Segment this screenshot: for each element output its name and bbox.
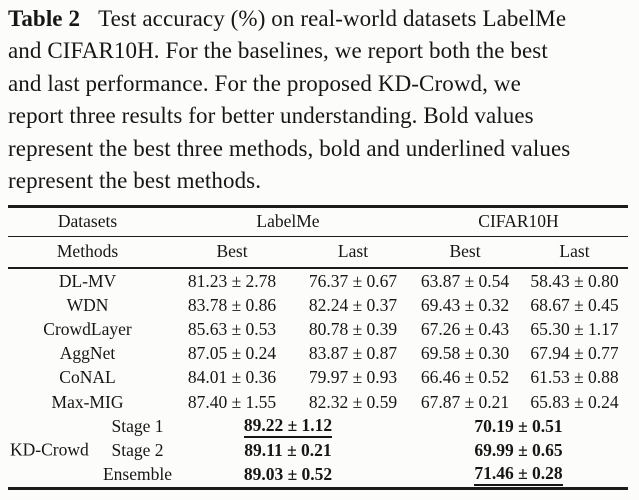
labelme-header: LabelMe [256, 211, 320, 232]
results-table [8, 205, 628, 490]
value-cell: 87.05 ± 0.24 [187, 343, 277, 364]
kd-crowd-block [8, 414, 628, 487]
table-row [8, 293, 628, 317]
kd-crowd-group-label: KD-Crowd [10, 439, 89, 460]
method-name: Max-MIG [51, 391, 124, 412]
method-name: DL-MV [58, 270, 117, 291]
value-cell: 84.01 ± 0.36 [187, 367, 277, 388]
cifar10h-best-header: Best [449, 241, 481, 262]
labelme-best-header: Best [216, 241, 248, 262]
dataset-header-row [8, 208, 628, 236]
table-row-stage2 [8, 438, 628, 462]
value-cell: 83.78 ± 0.86 [187, 294, 277, 315]
value-cell: 87.40 ± 1.55 [187, 391, 277, 412]
value-cell: 68.67 ± 0.45 [530, 294, 619, 315]
caption-line [8, 3, 636, 35]
value-cell: 82.24 ± 0.37 [308, 294, 398, 315]
stage-label: Ensemble [102, 464, 172, 485]
value-cell: 69.58 ± 0.30 [420, 343, 510, 364]
value-cell: 66.46 ± 0.52 [420, 367, 510, 388]
value-cell: 69.43 ± 0.32 [420, 294, 510, 315]
value-cell: 67.26 ± 0.43 [420, 318, 510, 339]
table-row-stage1 [8, 414, 628, 438]
table-bottom-rule [8, 487, 628, 490]
cifar10h-header: CIFAR10H [478, 211, 559, 232]
method-name: CrowdLayer [43, 318, 132, 339]
value-cell: 80.78 ± 0.39 [308, 318, 398, 339]
value-cell: 61.53 ± 0.88 [530, 367, 619, 388]
labelme-last-header: Last [337, 241, 369, 262]
table-row [8, 366, 628, 390]
caption-line: and last performance. For the proposed KD-Crowd, we [8, 70, 521, 96]
underlined-value: 71.46 ± 0.28 [474, 463, 562, 486]
method-name: WDN [66, 294, 109, 315]
value-cell: 79.97 ± 0.93 [308, 367, 398, 388]
value-cell-best-overall [409, 463, 628, 486]
table-number-label: Table 2 [8, 6, 81, 31]
caption-line: and CIFAR10H. For the baselines, we report both the best [8, 38, 548, 64]
value-cell: 76.37 ± 0.67 [308, 270, 398, 291]
value-cell: 65.83 ± 0.24 [530, 391, 619, 412]
value-cell: 67.87 ± 0.21 [420, 391, 510, 412]
caption-text: Test accuracy (%) on real-world datasets LabelMe [98, 6, 567, 31]
value-cell: 82.32 ± 0.59 [308, 391, 398, 412]
stage-label: Stage 1 [111, 415, 164, 436]
value-cell: 69.99 ± 0.65 [474, 439, 563, 460]
underlined-value: 89.22 ± 1.12 [244, 415, 332, 438]
table-row [8, 269, 628, 293]
caption-line: report three results for better understanding. Bold values [8, 103, 534, 129]
table-row [8, 342, 628, 366]
cifar10h-last-header: Last [559, 241, 590, 262]
value-cell: 83.87 ± 0.87 [308, 343, 398, 364]
methods-header-row [8, 237, 628, 267]
method-name: CoNAL [59, 367, 116, 388]
value-cell: 81.23 ± 2.78 [187, 270, 277, 291]
value-cell: 63.87 ± 0.54 [420, 270, 510, 291]
caption-line: represent the best three methods, bold and underlined values [8, 135, 571, 161]
stage-label: Stage 2 [111, 439, 164, 460]
value-cell: 58.43 ± 0.80 [530, 270, 619, 291]
methods-header: Methods [56, 241, 119, 262]
table-row-ensemble [8, 462, 628, 486]
caption-line: represent the best methods. [8, 168, 262, 194]
table-caption [8, 3, 636, 197]
method-name: AggNet [59, 343, 116, 364]
value-cell: 70.19 ± 0.51 [474, 415, 563, 436]
value-cell: 67.94 ± 0.77 [530, 343, 619, 364]
value-cell: 85.63 ± 0.53 [187, 318, 277, 339]
table-row [8, 390, 628, 414]
value-cell: 89.11 ± 0.21 [244, 439, 332, 460]
datasets-header: Datasets [57, 211, 118, 232]
value-cell: 89.03 ± 0.52 [243, 464, 333, 485]
table-row [8, 317, 628, 341]
value-cell: 65.30 ± 1.17 [530, 318, 619, 339]
